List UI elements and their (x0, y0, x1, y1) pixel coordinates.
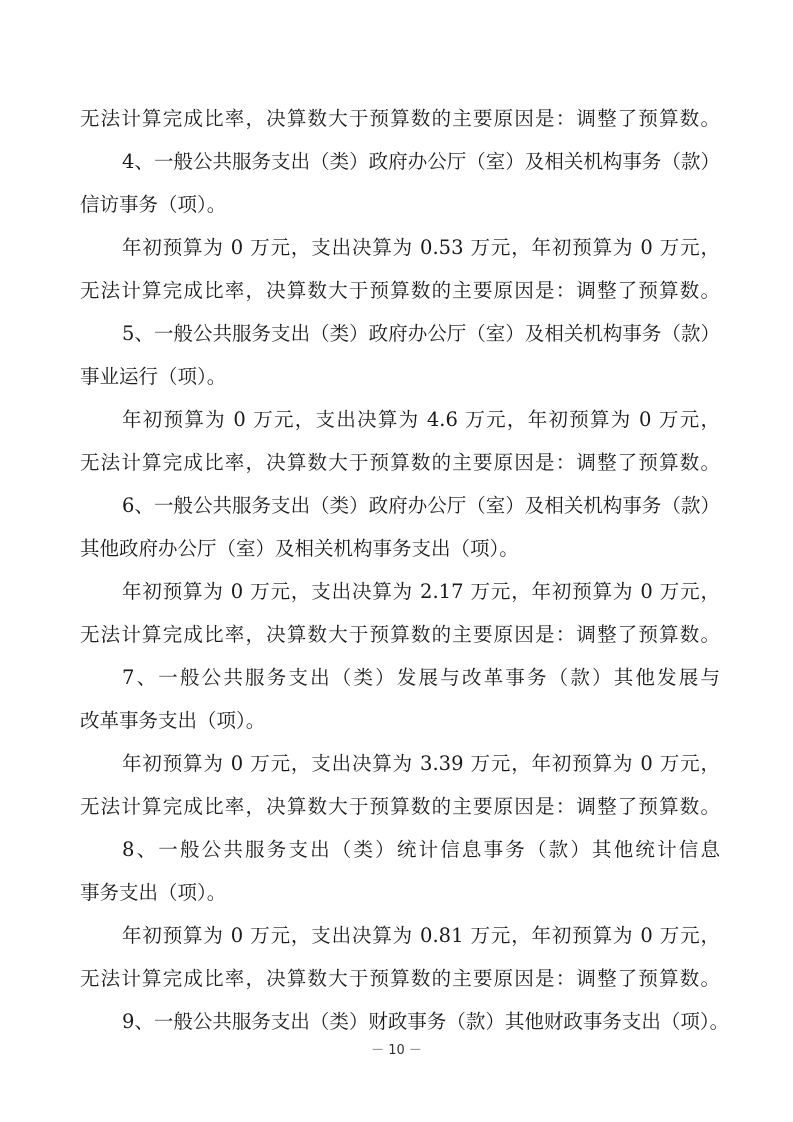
text-line: 9、一般公共服务支出（类）财政事务（款）其他财政事务支出（项）。 (122, 1010, 730, 1033)
text-line: 8、一般公共服务支出（类）统计信息事务（款）其他统计信息 (122, 838, 720, 861)
text-line: 7、一般公共服务支出（类）发展与改革事务（款）其他发展与 (122, 666, 720, 689)
text-line: 年初预算为 0 万元，支出决算为 2.17 万元，年初预算为 0 万元， (122, 580, 720, 603)
text-line: 无法计算完成比率，决算数大于预算数的主要原因是：调整了预算数。 (80, 451, 720, 474)
text-line: 无法计算完成比率，决算数大于预算数的主要原因是：调整了预算数。 (80, 795, 720, 818)
text-line: 信访事务（项）。 (80, 193, 227, 216)
text-line: 年初预算为 0 万元，支出决算为 0.81 万元，年初预算为 0 万元， (122, 924, 720, 947)
text-line: 年初预算为 0 万元，支出决算为 3.39 万元，年初预算为 0 万元， (122, 752, 720, 775)
text-line: 5、一般公共服务支出（类）政府办公厅（室）及相关机构事务（款） (122, 322, 720, 345)
text-line: 年初预算为 0 万元，支出决算为 4.6 万元，年初预算为 0 万元， (122, 408, 720, 431)
text-line: 事业运行（项）。 (80, 365, 227, 388)
text-line: 无法计算完成比率，决算数大于预算数的主要原因是：调整了预算数。 (80, 967, 720, 990)
page-number: － 10 － (371, 1043, 422, 1058)
text-line: 年初预算为 0 万元，支出决算为 0.53 万元，年初预算为 0 万元， (122, 236, 720, 259)
text-line: 无法计算完成比率，决算数大于预算数的主要原因是：调整了预算数。 (80, 107, 720, 130)
text-line: 无法计算完成比率，决算数大于预算数的主要原因是：调整了预算数。 (80, 623, 720, 646)
text-line: 改革事务支出（项）。 (80, 709, 266, 732)
text-line: 6、一般公共服务支出（类）政府办公厅（室）及相关机构事务（款） (122, 494, 720, 517)
text-line: 其他政府办公厅（室）及相关机构事务支出（项）。 (80, 537, 519, 560)
text-line: 无法计算完成比率，决算数大于预算数的主要原因是：调整了预算数。 (80, 279, 720, 302)
text-line: 事务支出（项）。 (80, 881, 227, 904)
text-line: 4、一般公共服务支出（类）政府办公厅（室）及相关机构事务（款） (122, 150, 720, 173)
body-text (80, 97, 730, 1043)
